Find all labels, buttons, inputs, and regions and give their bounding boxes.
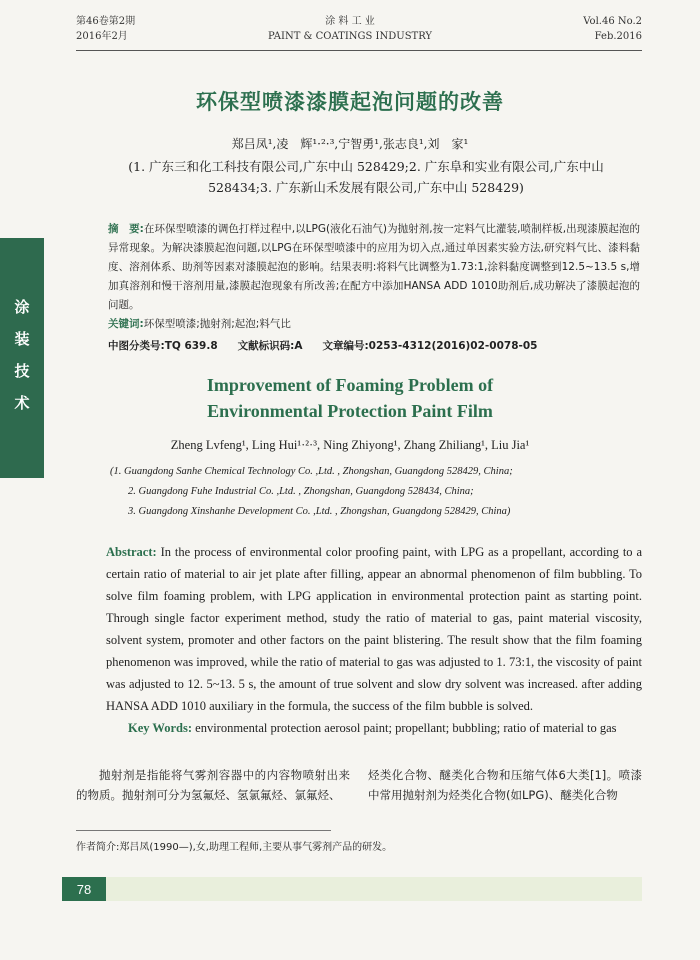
journal-name-cn: 涂 料 工 业	[325, 16, 375, 27]
page-number: 78	[62, 877, 106, 901]
classification-line	[108, 338, 640, 353]
chinese-authors: 郑吕凤¹,凌 辉¹·²·³,宁智勇¹,张志良¹,刘 家¹	[231, 137, 469, 151]
header-divider	[76, 50, 642, 51]
side-tab-char: 术	[14, 394, 30, 412]
english-keywords-text: environmental protection aerosol paint; propellant; bubbling; ratio of material to gas	[195, 721, 617, 735]
keywords-text: 环保型喷漆;抛射剂;起泡;料气比	[143, 318, 291, 330]
side-tab-char: 涂	[14, 298, 30, 316]
publication-date: 2016年2月	[76, 31, 128, 42]
side-tab-char: 装	[14, 330, 30, 348]
abstract-text: 在环保型喷漆的调色打样过程中,以LPG(液化石油气)为抛射剂,按一定料气比灌装,喷制样板,出现漆膜起泡的异常现象。为解决漆膜起泡问题,以LPG在环保型喷漆中的应用为切入点,通过单因素实验方法,研究料气比、漆料黏度、溶剂体系、助剂等因素对漆膜起泡的影响。结果表明:将料气比调整为1.73:1,涂料黏度调整到12.5~13.5 s,增加真溶剂和慢干溶剂用量,漆膜起泡现象有所改善;在配方中添加HANSA ADD 1010助剂后,成功解决了漆膜起泡的问题。	[108, 223, 640, 311]
volume-issue-en: Vol.46 No.2	[583, 16, 642, 27]
chinese-affiliations: (1. 广东三和化工科技有限公司,广东中山 528429;2. 广东阜和实业有限公司,广东中山 528434;3. 广东新山禾发展有限公司,广东中山 528429)	[128, 159, 604, 195]
document-code: 文献标识码:A	[237, 340, 303, 352]
clc-number: 中图分类号:TQ 639.8	[108, 340, 218, 352]
english-abstract	[106, 541, 642, 739]
english-affiliations	[110, 462, 610, 522]
english-authors: Zheng Lvfeng¹, Ling Hui¹·²·³, Ning Zhiyong¹, Zhang Zhiliang¹, Liu Jia¹	[170, 438, 530, 452]
chinese-abstract	[108, 220, 640, 334]
author-footnote: 作者简介:郑吕凤(1990—),女,助理工程师,主要从事气雾剂产品的研发。	[76, 842, 393, 853]
body-text	[76, 765, 642, 805]
english-title	[0, 372, 700, 424]
english-keywords-label: Key Words:	[128, 721, 193, 735]
affiliation-1: (1. Guangdong Sanhe Chemical Technology Co. ,Ltd. , Zhongshan, Guangdong 528429, China;	[110, 466, 513, 477]
publication-date-en: Feb.2016	[594, 31, 642, 42]
chinese-title: 环保型喷漆漆膜起泡问题的改善	[196, 90, 504, 114]
side-tab-char: 技	[14, 362, 30, 380]
footnote-divider	[76, 830, 331, 831]
article-number: 文章编号:0253-4312(2016)02-0078-05	[322, 340, 538, 352]
journal-issue-info-en	[583, 14, 642, 44]
english-title-line-1: Improvement of Foaming Problem of	[206, 375, 494, 395]
english-title-line-2: Environmental Protection Paint Film	[207, 401, 493, 421]
affiliation-3: 3. Guangdong Xinshanhe Development Co. ,Ltd. , Zhongshan, Guangdong 528429, China)	[128, 506, 511, 517]
footer-bar	[76, 877, 642, 901]
affiliation-2: 2. Guangdong Fuhe Industrial Co. ,Ltd. , Zhongshan, Guangdong 528434, China;	[128, 486, 474, 497]
volume-issue: 第46卷第2期	[76, 16, 136, 27]
english-abstract-text: In the process of environmental color proofing paint, with LPG as a propellant, according to a certain ratio of material to air jet plate after filling, appear an abnormal phenomenon of film bubbling. To solve film foaming problem, with LPG application in environmental protection paint as starting point. Through single factor experiment method, study the ratio of material to gas, paint material viscosity, solvent system, promoter and other factors on the paint blistering. The result show that the film foaming phenomenon was improved, while the ratio of material to gas was adjusted to 1. 73:1, the viscosity of paint was adjusted to 12. 5~13. 5 s, the amount of true solvent and slow dry solvent was increased. after adding HANSA ADD 1010 auxiliary in the formula, the success of the film bubble is solved.	[106, 545, 643, 713]
abstract-label: 摘 要:	[108, 223, 144, 235]
english-abstract-label: Abstract:	[106, 545, 157, 559]
journal-name-en: PAINT & COATINGS INDUSTRY	[267, 31, 433, 42]
keywords-label: 关键词:	[108, 318, 144, 330]
body-column-right: 烃类化合物、醚类化合物和压缩气体6大类[1]。喷漆中常用抛射剂为烃类化合物(如LPG)、醚类化合物	[368, 768, 642, 802]
body-column-left: 抛射剂是指能将气雾剂容器中的内容物喷射出来的物质。抛射剂可分为氢氟烃、氢氯氟烃、氯氟烃、	[76, 768, 350, 802]
